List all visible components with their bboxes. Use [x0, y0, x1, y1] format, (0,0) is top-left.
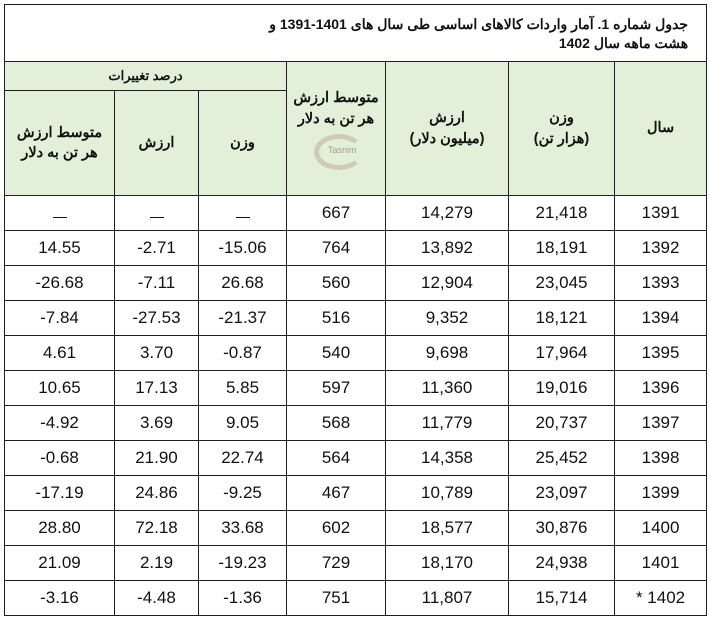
- cell-change-avg-value: 10.65: [5, 371, 115, 406]
- header-weight-line1: وزن: [549, 109, 574, 126]
- cell-change-weight: [199, 196, 287, 231]
- table-row: [5, 336, 707, 371]
- header-year: سال: [615, 62, 707, 196]
- cell-change-value: 24.86: [115, 476, 199, 511]
- cell-change-value: -4.48: [115, 581, 199, 616]
- cell-weight: 21,418: [509, 196, 615, 231]
- cell-change-weight: -1.36: [199, 581, 287, 616]
- cell-change-weight: 33.68: [199, 511, 287, 546]
- cell-year: 1391: [615, 196, 707, 231]
- table-row: [5, 441, 707, 476]
- table-row: [5, 511, 707, 546]
- watermark-logo: [308, 132, 364, 162]
- cell-avg-value: 597: [287, 371, 386, 406]
- cell-avg-value: 667: [287, 196, 386, 231]
- cell-change-value: -2.71: [115, 231, 199, 266]
- cell-year: * 1402: [615, 581, 707, 616]
- cell-change-avg-value: -3.16: [5, 581, 115, 616]
- cell-value: 18,170: [386, 546, 509, 581]
- cell-avg-value: 540: [287, 336, 386, 371]
- cell-year: 1396: [615, 371, 707, 406]
- cell-avg-value: 564: [287, 441, 386, 476]
- table-title-line1: جدول شماره 1. آمار واردات کالاهای اساسی طی سال های 1401-1391 و: [269, 16, 689, 32]
- header-change-group: درصد تغییرات: [5, 62, 287, 91]
- table-title: [5, 5, 707, 62]
- cell-change-avg-value: -4.92: [5, 406, 115, 441]
- cell-value: 14,279: [386, 196, 509, 231]
- cell-change-avg-value: -7.84: [5, 301, 115, 336]
- watermark-text: Tasnim: [328, 145, 357, 155]
- cell-change-avg-value: -26.68: [5, 266, 115, 301]
- cell-change-avg-value: -0.68: [5, 441, 115, 476]
- cell-year: 1401: [615, 546, 707, 581]
- cell-weight: 20,737: [509, 406, 615, 441]
- cell-value: 11,360: [386, 371, 509, 406]
- cell-change-avg-value: 28.80: [5, 511, 115, 546]
- header-change-avg-value: [5, 91, 115, 196]
- cell-change-value: -7.11: [115, 266, 199, 301]
- cell-value: 11,807: [386, 581, 509, 616]
- empty-dash: [236, 207, 250, 218]
- cell-change-value: [115, 196, 199, 231]
- table-row: [5, 266, 707, 301]
- cell-year: 1398: [615, 441, 707, 476]
- header-value-line2: (میلیون دلار): [409, 130, 485, 147]
- header-change-weight: وزن: [199, 91, 287, 196]
- header-weight-line2: (هزار تن): [533, 130, 590, 147]
- cell-weight: 15,714: [509, 581, 615, 616]
- header-change-avg-line2: هر تن به دلار: [21, 145, 98, 161]
- cell-weight: 17,964: [509, 336, 615, 371]
- cell-change-weight: 9.05: [199, 406, 287, 441]
- cell-avg-value: 729: [287, 546, 386, 581]
- cell-value: 14,358: [386, 441, 509, 476]
- cell-avg-value: 467: [287, 476, 386, 511]
- table-row: [5, 476, 707, 511]
- cell-value: 11,779: [386, 406, 509, 441]
- table-row: [5, 406, 707, 441]
- header-avg-value-line2: هر تن به دلار: [297, 111, 375, 127]
- empty-dash: [150, 207, 164, 218]
- cell-avg-value: 568: [287, 406, 386, 441]
- header-avg-value: [287, 62, 386, 196]
- cell-avg-value: 602: [287, 511, 386, 546]
- cell-year: 1394: [615, 301, 707, 336]
- cell-year: 1393: [615, 266, 707, 301]
- cell-change-avg-value: [5, 196, 115, 231]
- cell-change-weight: 5.85: [199, 371, 287, 406]
- cell-change-weight: 22.74: [199, 441, 287, 476]
- cell-change-weight: -0.87: [199, 336, 287, 371]
- header-change-avg-line1: متوسط ارزش: [16, 125, 103, 141]
- table-row: [5, 581, 707, 616]
- header-change-value: ارزش: [115, 91, 199, 196]
- cell-weight: 18,121: [509, 301, 615, 336]
- cell-weight: 30,876: [509, 511, 615, 546]
- cell-change-weight: -19.23: [199, 546, 287, 581]
- cell-value: 9,698: [386, 336, 509, 371]
- cell-weight: 24,938: [509, 546, 615, 581]
- cell-change-value: 2.19: [115, 546, 199, 581]
- cell-value: 9,352: [386, 301, 509, 336]
- cell-value: 13,892: [386, 231, 509, 266]
- cell-change-weight: -15.06: [199, 231, 287, 266]
- cell-year: 1397: [615, 406, 707, 441]
- header-weight: [509, 62, 615, 196]
- cell-change-avg-value: 21.09: [5, 546, 115, 581]
- cell-year: 1399: [615, 476, 707, 511]
- cell-year: 1400: [615, 511, 707, 546]
- cell-change-avg-value: 14.55: [5, 231, 115, 266]
- header-value-line1: ارزش: [429, 109, 465, 126]
- header-value: [386, 62, 509, 196]
- cell-weight: 23,097: [509, 476, 615, 511]
- cell-avg-value: 560: [287, 266, 386, 301]
- cell-value: 18,577: [386, 511, 509, 546]
- table-row: [5, 371, 707, 406]
- cell-change-value: -27.53: [115, 301, 199, 336]
- table-row: [5, 546, 707, 581]
- empty-dash: [53, 207, 67, 218]
- cell-change-weight: -9.25: [199, 476, 287, 511]
- cell-change-value: 3.70: [115, 336, 199, 371]
- cell-weight: 23,045: [509, 266, 615, 301]
- cell-value: 10,789: [386, 476, 509, 511]
- cell-change-weight: 26.68: [199, 266, 287, 301]
- table-row: [5, 196, 707, 231]
- table-title-line2: هشت ماهه سال 1402: [558, 35, 689, 51]
- cell-year: 1395: [615, 336, 707, 371]
- table-row: [5, 231, 707, 266]
- table-row: [5, 301, 707, 336]
- cell-avg-value: 516: [287, 301, 386, 336]
- cell-change-value: 17.13: [115, 371, 199, 406]
- cell-avg-value: 751: [287, 581, 386, 616]
- cell-value: 12,904: [386, 266, 509, 301]
- cell-change-value: 3.69: [115, 406, 199, 441]
- cell-change-value: 21.90: [115, 441, 199, 476]
- imports-table: [4, 4, 707, 616]
- cell-change-value: 72.18: [115, 511, 199, 546]
- cell-year: 1392: [615, 231, 707, 266]
- cell-weight: 18,191: [509, 231, 615, 266]
- cell-weight: 19,016: [509, 371, 615, 406]
- cell-change-weight: -21.37: [199, 301, 287, 336]
- header-avg-value-line1: متوسط ارزش: [293, 90, 379, 106]
- cell-avg-value: 764: [287, 231, 386, 266]
- cell-change-avg-value: -17.19: [5, 476, 115, 511]
- cell-weight: 25,452: [509, 441, 615, 476]
- cell-change-avg-value: 4.61: [5, 336, 115, 371]
